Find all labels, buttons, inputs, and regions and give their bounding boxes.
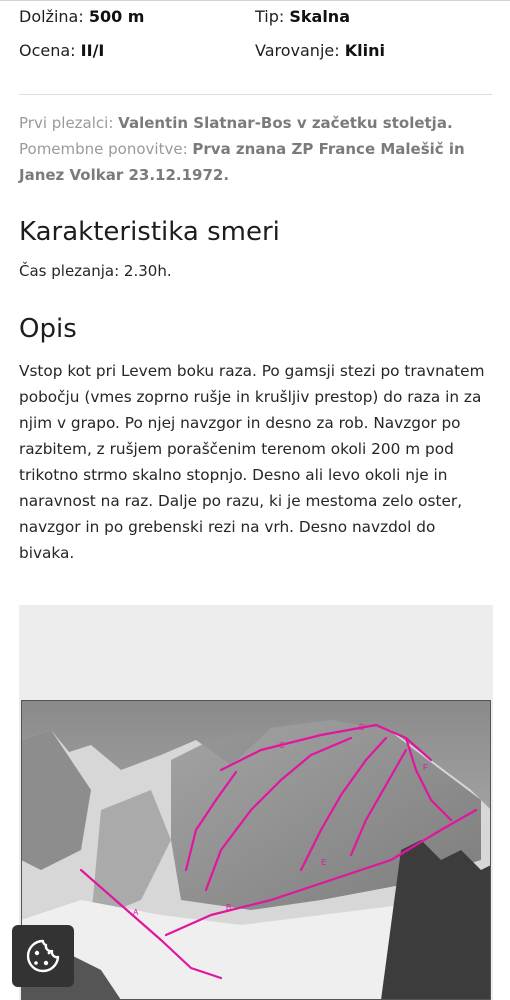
protection-field — [255, 40, 385, 62]
repeats-label: Pomembne ponovitve: — [19, 140, 193, 158]
grade-field — [19, 40, 104, 62]
route-label-c: C — [279, 741, 285, 750]
first-climbers-label: Prvi plezalci: — [19, 114, 119, 132]
route-label-b: B — [226, 903, 232, 912]
repeats-value: Prva znana ZP France Malešič in Janez Volkar 23.12.1972. — [19, 140, 465, 184]
route-label-a: A — [133, 908, 139, 917]
route-label-d: D — [359, 723, 365, 732]
description-text: Vstop kot pri Levem boku raza. Po gamsji stezi po travnatem pobočju (vmes zoprno rušje in krušljiv prestop) do raza in za njim v grapo. Po njej navzgor in desno za rob. Navzgor po razbitem, z rušjem poraščenim terenom okoli 200 m pod trikotno strmo skalno stopnjo. Desno ali levo okoli nje in naravnost na raz. Dalje po razu, ki je mestoma zelo oster, navzgor in po grebenski rezi na vrh. Desno navzdol do bivaka. — [19, 362, 485, 562]
route-info-row — [19, 40, 491, 74]
first-climbers-value: Valentin Slatnar-Bos v začetku stoletja. — [118, 114, 453, 132]
length-field — [19, 6, 144, 28]
notable-repeats — [19, 136, 489, 188]
topo-photo[interactable] — [21, 700, 491, 1000]
length-value: 500 m — [88, 7, 145, 26]
grade-value: II/I — [80, 41, 105, 60]
type-label: Tip: — [255, 7, 290, 26]
route-info-row — [19, 6, 491, 40]
section-divider — [19, 94, 492, 95]
protection-value: Klini — [344, 41, 385, 60]
route-label-f: F — [423, 763, 428, 772]
description-heading: Opis — [19, 314, 77, 344]
type-value: Skalna — [289, 7, 350, 26]
characteristics-heading: Karakteristika smeri — [19, 217, 280, 247]
protection-label: Varovanje: — [255, 41, 345, 60]
cookie-settings-button[interactable] — [12, 925, 74, 987]
climbing-time: Čas plezanja: 2.30h. — [19, 262, 172, 280]
route-label-e: E — [321, 858, 327, 867]
length-label: Dolžina: — [19, 7, 89, 26]
type-field — [255, 6, 350, 28]
top-divider — [0, 0, 510, 1]
first-climbers — [19, 110, 489, 136]
route-info — [19, 6, 491, 74]
grade-label: Ocena: — [19, 41, 81, 60]
credits-block — [19, 110, 489, 188]
cookie-icon — [12, 925, 74, 987]
